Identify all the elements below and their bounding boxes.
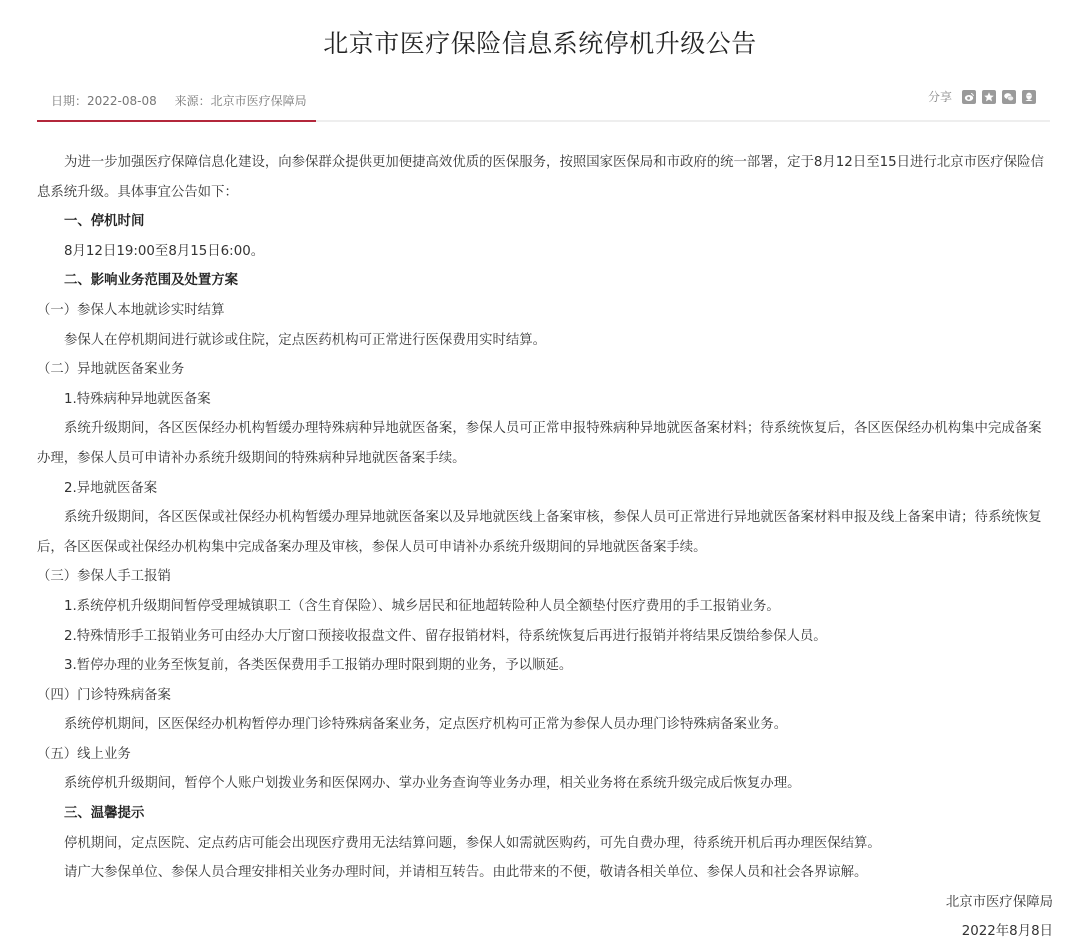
page-title: 北京市医疗保险信息系统停机升级公告 <box>323 29 757 58</box>
subsection-heading: （一）参保人本地就诊实时结算 <box>37 302 225 318</box>
publish-date: 日期：2022-08-08 <box>51 94 157 108</box>
share-bar <box>928 88 1036 105</box>
paragraph: 系统升级期间，各区医保经办机构暂缓办理特殊病种异地就医备案，参保人员可正常申报特殊病种异地就医备案材料；待系统恢复后，各区医保经办机构集中完成备案办理，参保人员可申请补办系统升级期间的特殊病种异地就医备案手续。 <box>37 421 1042 466</box>
meta-bar <box>37 84 1050 122</box>
signature-date: 2022年8月8日 <box>961 924 1053 940</box>
subsection-heading: （四）门诊特殊病备案 <box>37 687 171 703</box>
section-heading: 三、温馨提示 <box>64 806 145 822</box>
paragraph: 3.暂停办理的业务至恢复前，各类医保费用手工报销办理时限到期的业务，予以顺延。 <box>64 658 573 674</box>
subsection-heading: （五）线上业务 <box>37 746 131 762</box>
paragraph: 请广大参保单位、参保人员合理安排相关业务办理时间，并请相互转告。由此带来的不便，敬请各相关单位、参保人员和社会各界谅解。 <box>64 865 868 881</box>
paragraph: 2.特殊情形手工报销业务可由经办大厅窗口预接收报盘文件、留存报销材料，待系统恢复后再进行报销并将结果反馈给参保人员。 <box>64 628 827 644</box>
intro-paragraph: 为进一步加强医疗保障信息化建设，向参保群众提供更加便捷高效优质的医保服务，按照国家医保局和市政府的统一部署，定于8月12日至15日进行北京市医疗保险信息系统升级。具体事宜公告如下： <box>37 155 1044 200</box>
paragraph: 系统停机期间，区医保经办机构暂停办理门诊特殊病备案业务，定点医疗机构可正常为参保人员办理门诊特殊病备案业务。 <box>64 717 788 733</box>
article-source: 来源：北京市医疗保障局 <box>174 94 307 108</box>
meta-accent-underline <box>37 120 316 122</box>
subsection-heading: （二）异地就医备案业务 <box>37 362 185 378</box>
subsection-heading: （三）参保人手工报销 <box>37 569 171 585</box>
item-heading: 2.异地就医备案 <box>64 480 158 496</box>
paragraph: 系统升级期间，各区医保或社保经办机构暂缓办理异地就医备案以及异地就医线上备案审核，参保人员可正常进行异地就医备案材料申报及线上备案申请；待系统恢复后，各区医保或社保经办机构集中完成备案办理及审核，参保人员可申请补办系统升级期间的异地就医备案手续。 <box>37 510 1042 555</box>
paragraph: 系统停机升级期间，暂停个人账户划拨业务和医保网办、掌办业务查询等业务办理，相关业务将在系统升级完成后恢复办理。 <box>64 776 801 792</box>
qzone-icon[interactable] <box>982 90 996 104</box>
paragraph: 1.系统停机升级期间暂停受理城镇职工（含生育保险）、城乡居民和征地超转险种人员全额垫付医疗费用的手工报销业务。 <box>64 598 780 614</box>
article-meta <box>51 92 307 109</box>
weibo-icon[interactable] <box>962 90 976 104</box>
qq-icon[interactable] <box>1022 90 1036 104</box>
item-heading: 1.特殊病种异地就医备案 <box>64 391 211 407</box>
wechat-icon[interactable] <box>1002 90 1016 104</box>
signature-org: 北京市医疗保障局 <box>945 894 1053 910</box>
paragraph: 8月12日19:00至8月15日6:00。 <box>64 243 265 259</box>
section-heading: 一、停机时间 <box>64 214 145 230</box>
article-body <box>37 148 1053 947</box>
section-heading: 二、影响业务范围及处置方案 <box>64 273 239 289</box>
share-label: 分享 <box>927 90 952 104</box>
paragraph: 停机期间，定点医院、定点药店可能会出现医疗费用无法结算问题，参保人如需就医购药，可先自费办理，待系统开机后再办理医保结算。 <box>64 835 881 851</box>
paragraph: 参保人在停机期间进行就诊或住院，定点医药机构可正常进行医保费用实时结算。 <box>64 332 547 348</box>
